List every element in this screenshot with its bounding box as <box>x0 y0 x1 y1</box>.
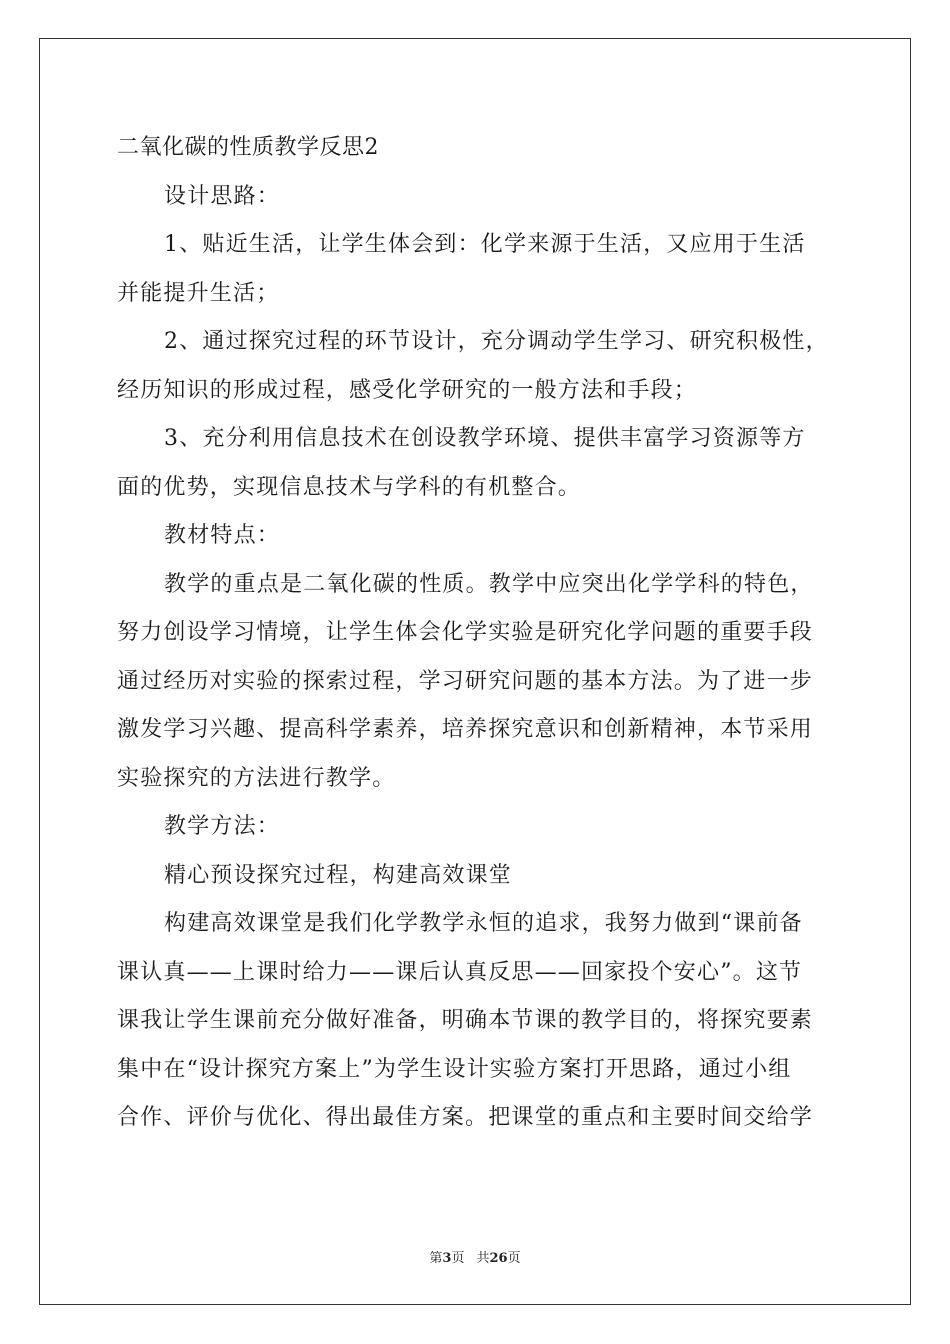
paragraph-lines <box>117 173 837 1143</box>
total-pages: 26 <box>489 1251 508 1266</box>
page-number: 3 <box>442 1251 452 1266</box>
text-line: 2、通过探究过程的环节设计，充分调动学生学习、研究积极性， <box>164 329 829 354</box>
text-line: 课认真——上课时给力——课后认真反思——回家投个安心”。这节 <box>117 959 803 985</box>
text-line: 集中在“设计探究方案上”为学生设计实验方案打开思路，通过小组 <box>117 1056 792 1082</box>
text-line: 努力创设学习情境，让学生体会化学实验是研究化学问题的重要手段 <box>117 620 814 645</box>
text-line: 面的优势，实现信息技术与学科的有机整合。 <box>117 474 582 500</box>
document-title: 二氧化碳的性质教学反思2 <box>117 135 379 160</box>
text-line: 实验探究的方法进行教学。 <box>117 765 396 791</box>
text-line: 经历知识的形成过程，感受化学研究的一般方法和手段； <box>117 377 698 403</box>
text-line: 合作、评价与优化、得出最佳方案。把课堂的重点和主要时间交给学 <box>117 1105 814 1130</box>
text-line: 精心预设探究过程，构建高效课堂 <box>164 862 513 888</box>
text-line: 构建高效课堂是我们化学教学永恒的追求，我努力做到“课前备 <box>164 911 803 936</box>
text-line: 并能提升生活； <box>117 280 280 306</box>
page-footer <box>0 1247 950 1266</box>
text-line: 激发学习兴趣、提高科学素养，培养探究意识和创新精神，本节采用 <box>117 717 814 742</box>
total-prefix: 共 <box>476 1251 490 1266</box>
text-line: 教材特点： <box>164 523 281 548</box>
page-suffix: 页 <box>451 1251 465 1266</box>
text-line: 教学的重点是二氧化碳的性质。教学中应突出化学学科的特色， <box>164 571 814 597</box>
page-prefix: 第 <box>429 1251 443 1266</box>
total-suffix: 页 <box>507 1251 521 1266</box>
text-line: 教学方法： <box>164 814 281 839</box>
text-line: 1、贴近生活，让学生体会到：化学来源于生活，又应用于生活 <box>164 232 806 257</box>
text-line: 设计思路： <box>164 183 281 209</box>
text-line: 通过经历对实验的探索过程，学习研究问题的基本方法。为了进一步 <box>117 668 814 694</box>
text-line: 课我让学生课前充分做好准备，明确本节课的教学目的，将探究要素 <box>117 1008 814 1033</box>
text-line: 3、充分利用信息技术在创设教学环境、提供丰富学习资源等方 <box>164 426 806 451</box>
document-body <box>117 124 837 1143</box>
